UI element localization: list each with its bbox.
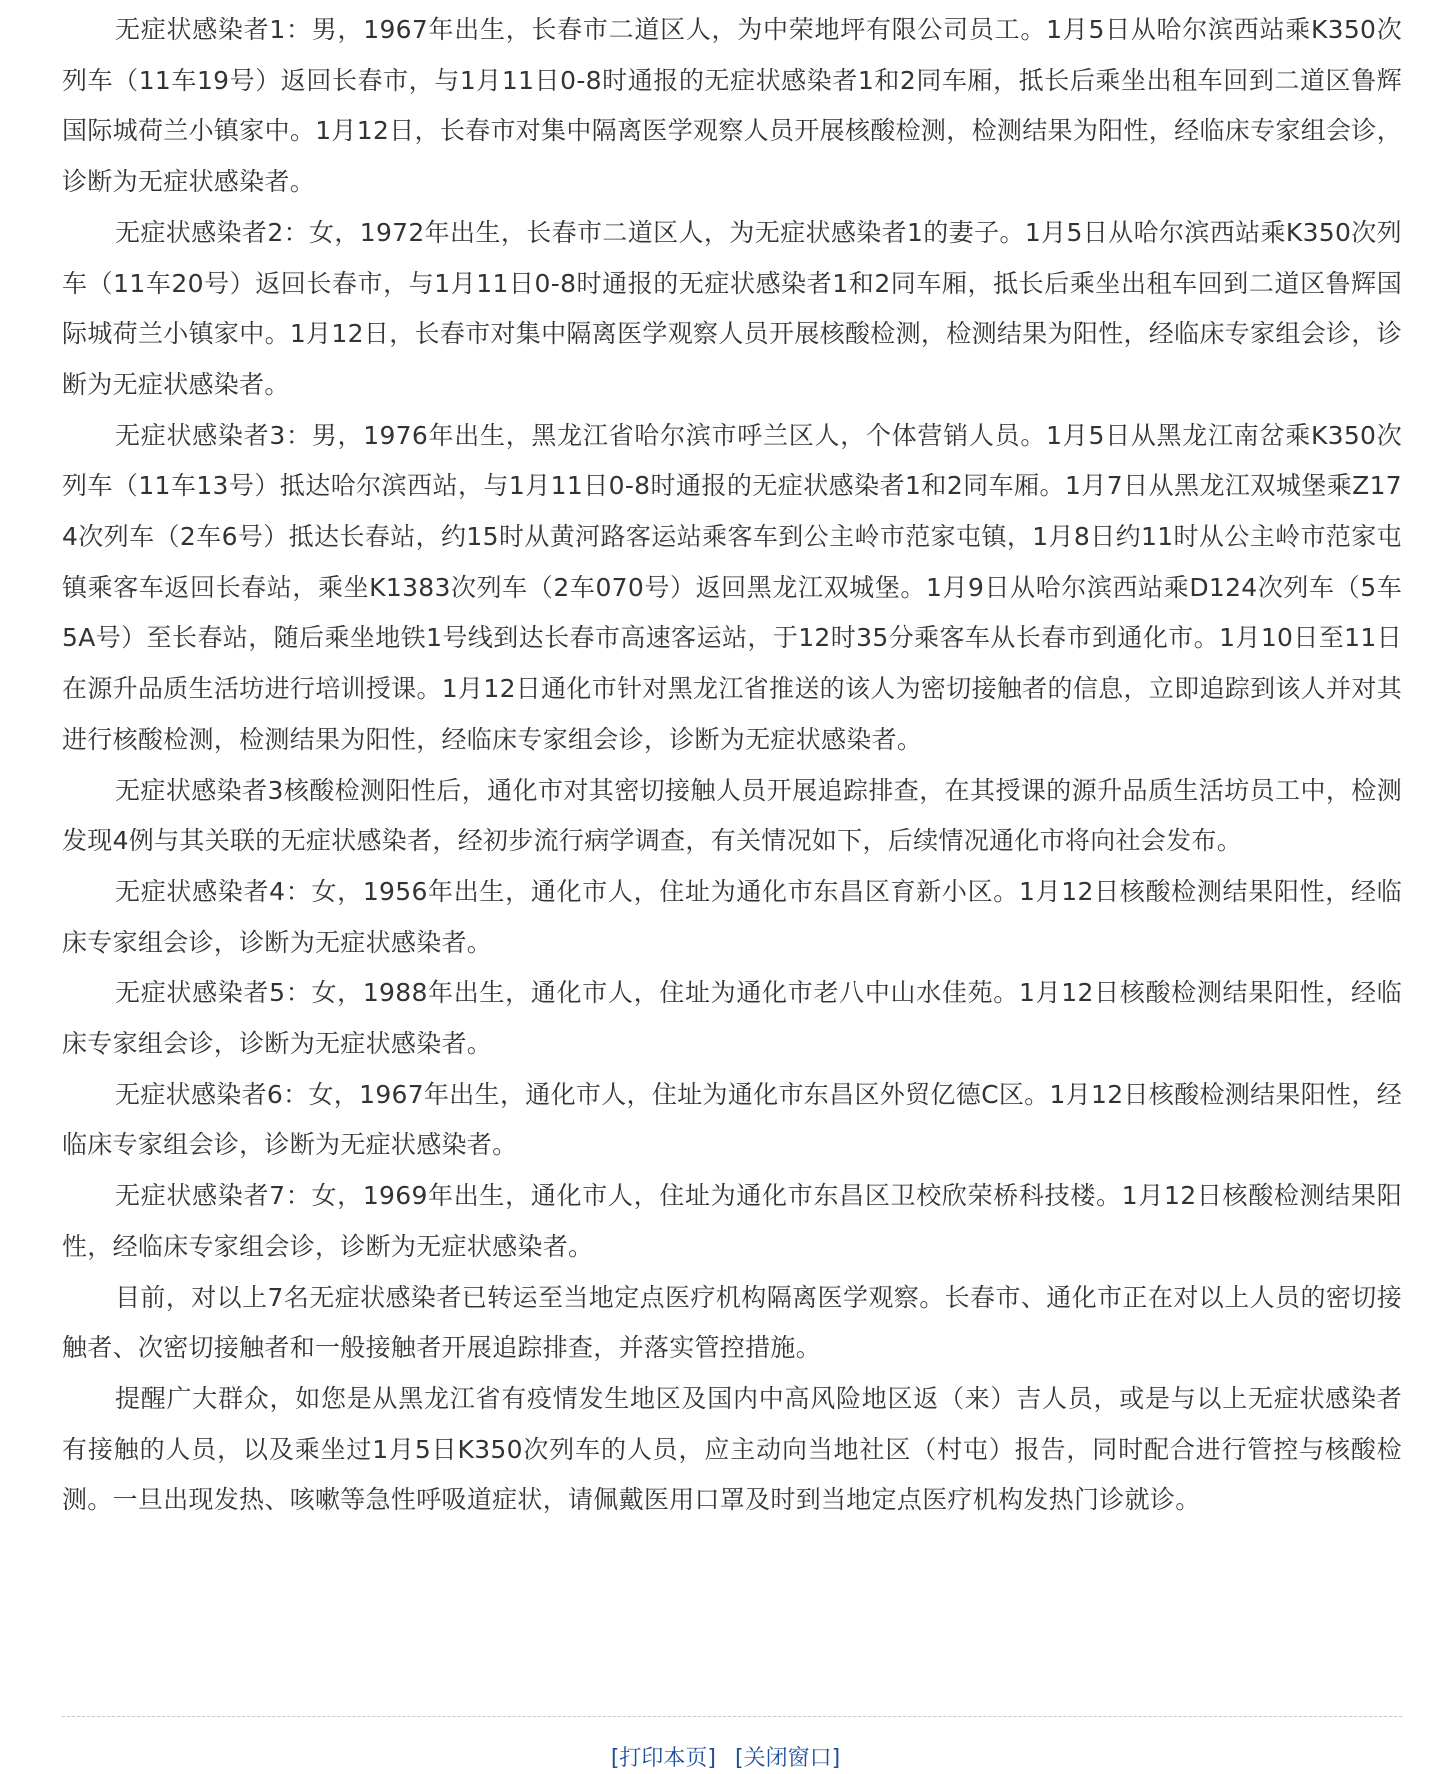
article-paragraph: 无症状感染者7：女，1969年出生，通化市人，住址为通化市东昌区卫校欣荣桥科技楼。1月12日核酸检测结果阳性，经临床专家组会诊，诊断为无症状感染者。 bbox=[62, 1181, 1402, 1261]
article-paragraph: 无症状感染者6：女，1967年出生，通化市人，住址为通化市东昌区外贸亿德C区。1月12日核酸检测结果阳性，经临床专家组会诊，诊断为无症状感染者。 bbox=[62, 1079, 1402, 1160]
close-window-link[interactable]: [关闭窗口] bbox=[735, 1746, 841, 1771]
article-paragraph: 无症状感染者3：男，1976年出生，黑龙江省哈尔滨市呼兰区人，个体营销人员。1月5日从黑龙江南岔乘K350次列车（11车13号）抵达哈尔滨西站，与1月11日0-8时通报的无症状感染者1和2同车厢。1月7日从黑龙江双城堡乘Z174次列车（2车6号）抵达长春站，约15时从黄河路客运站乘客车到公主岭市范家屯镇，1月8日约11时从公主岭市范家屯镇乘客车返回长春站，乘坐K1383次列车（2车070号）返回黑龙江双城堡。1月9日从哈尔滨西站乘D124次列车（5车5A号）至长春站，随后乘坐地铁1号线到达长春市高速客运站，于12时35分乘客车从长春市到通化市。1月10日至11日在源升品质生活坊进行培训授课。1月12日通化市针对黑龙江省推送的该人为密切接触者的信息，立即追踪到该人并对其进行核酸检测，检测结果为阳性，经临床专家组会诊，诊断为无症状感染者。 bbox=[62, 420, 1402, 754]
article-paragraph: 无症状感染者1：男，1967年出生，长春市二道区人，为中荣地坪有限公司员工。1月5日从哈尔滨西站乘K350次列车（11车19号）返回长春市，与1月11日0-8时通报的无症状感染者1和2同车厢，抵长后乘坐出租车回到二道区鲁辉国际城荷兰小镇家中。1月12日，长春市对集中隔离医学观察人员开展核酸检测，检测结果为阳性，经临床专家组会诊，诊断为无症状感染者。 bbox=[62, 15, 1402, 197]
article-paragraph: 无症状感染者2：女，1972年出生，长春市二道区人，为无症状感染者1的妻子。1月5日从哈尔滨西站乘K350次列车（11车20号）返回长春市，与1月11日0-8时通报的无症状感染者1和2同车厢，抵长后乘坐出租车回到二道区鲁辉国际城荷兰小镇家中。1月12日，长春市对集中隔离医学观察人员开展核酸检测，检测结果为阳性，经临床专家组会诊，诊断为无症状感染者。 bbox=[62, 217, 1402, 399]
article-body bbox=[62, 5, 1402, 1526]
print-page-link[interactable]: [打印本页] bbox=[610, 1746, 716, 1771]
article-paragraph: 无症状感染者3核酸检测阳性后，通化市对其密切接触人员开展追踪排查，在其授课的源升品质生活坊员工中，检测发现4例与其关联的无症状感染者，经初步流行病学调查，有关情况如下，后续情况通化市将向社会发布。 bbox=[62, 775, 1402, 856]
article-paragraph: 无症状感染者4：女，1956年出生，通化市人，住址为通化市东昌区育新小区。1月12日核酸检测结果阳性，经临床专家组会诊，诊断为无症状感染者。 bbox=[62, 876, 1402, 957]
footer-divider bbox=[62, 1716, 1402, 1717]
article-paragraph: 提醒广大群众，如您是从黑龙江省有疫情发生地区及国内中高风险地区返（来）吉人员，或是与以上无症状感染者有接触的人员，以及乘坐过1月5日K350次列车的人员，应主动向当地社区（村屯）报告，同时配合进行管控与核酸检测。一旦出现发热、咳嗽等急性呼吸道症状，请佩戴医用口罩及时到当地定点医疗机构发热门诊就诊。 bbox=[62, 1383, 1402, 1515]
article-paragraph: 目前，对以上7名无症状感染者已转运至当地定点医疗机构隔离医学观察。长春市、通化市正在对以上人员的密切接触者、次密切接触者和一般接触者开展追踪排查，并落实管控措施。 bbox=[62, 1282, 1402, 1363]
article-paragraph: 无症状感染者5：女，1988年出生，通化市人，住址为通化市老八中山水佳苑。1月12日核酸检测结果阳性，经临床专家组会诊，诊断为无症状感染者。 bbox=[62, 978, 1402, 1059]
footer-links bbox=[0, 1744, 1451, 1774]
